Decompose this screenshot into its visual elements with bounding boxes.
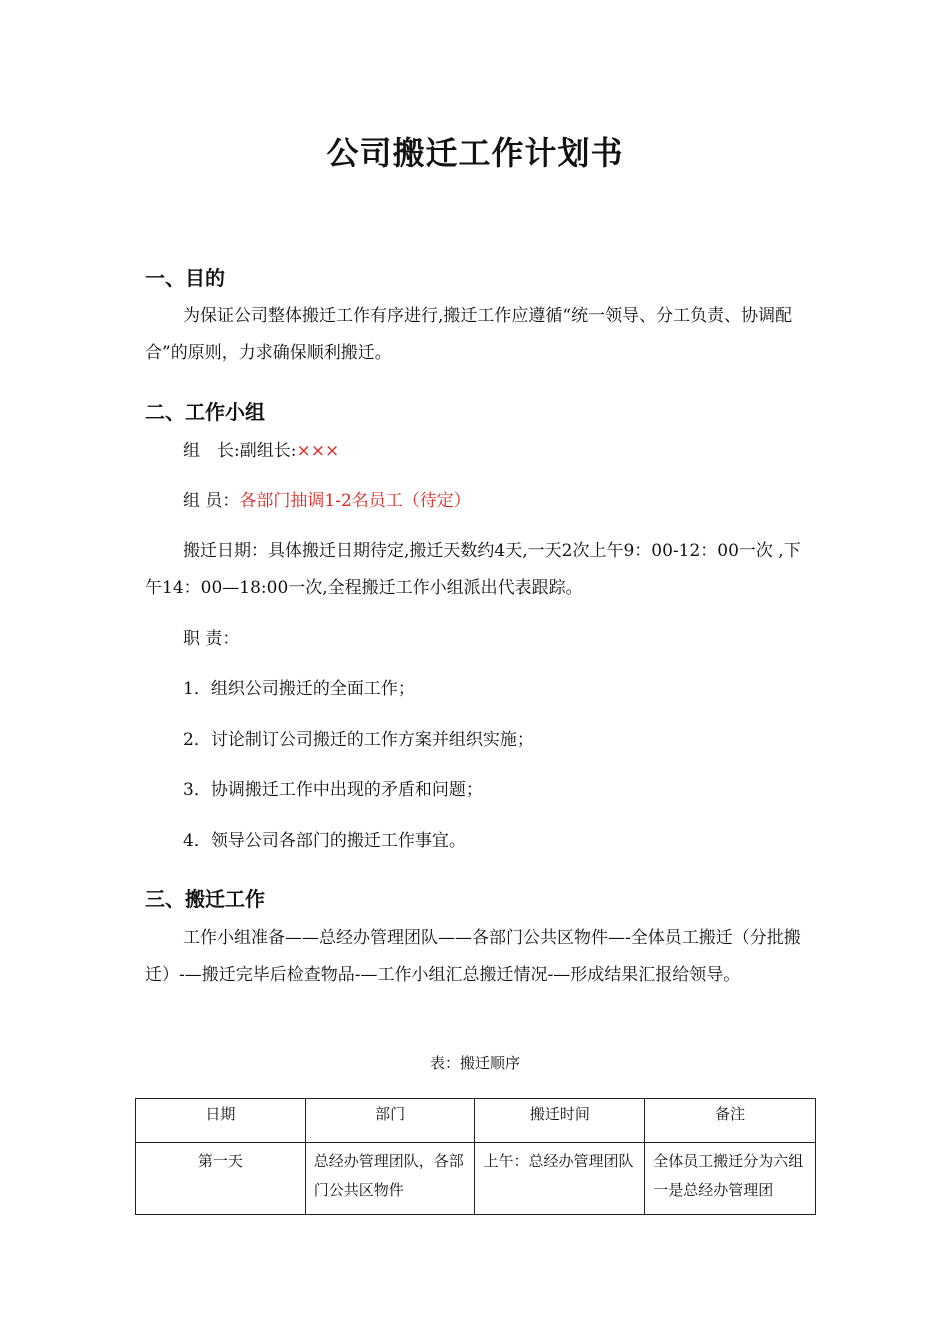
section-heading-purpose: 一、目的 [145, 266, 225, 290]
relocation-process-paragraph: 工作小组准备——总经办管理团队——各部门公共区物件—-全体员工搬迁（分批搬迁）-—搬迁完毕后检查物品-—工作小组汇总搬迁情况-—形成结果汇报给领导。 [145, 928, 801, 985]
table-header-cell: 部门 [305, 1099, 475, 1143]
table-cell: 总经办管理团队，各部门公共区物件 [305, 1143, 475, 1215]
duty-item: 2．讨论制订公司搬迁的工作方案并组织实施； [183, 730, 534, 750]
table-row [136, 1143, 816, 1215]
members-value: 各部门抽调1-2名员工（待定） [239, 491, 471, 511]
table-cell: 第一天 [136, 1143, 306, 1215]
purpose-paragraph: 为保证公司整体搬迁工作有序进行,搬迁工作应遵循“统一领导、分工负责、协调配合”的原则，力求确保顺利搬迁。 [145, 306, 793, 363]
table-cell: 全体员工搬迁分为六组一是总经办管理团 [645, 1143, 816, 1215]
duties-label: 职 责： [183, 629, 240, 649]
section-heading-work-group: 二、工作小组 [145, 400, 265, 424]
section-heading-relocation-work: 三、搬迁工作 [145, 887, 265, 911]
members-line [183, 489, 471, 513]
table-header-cell: 搬迁时间 [475, 1099, 645, 1143]
table-header-cell: 日期 [136, 1099, 306, 1143]
leader-line [183, 439, 339, 463]
table-caption: 表：搬迁顺序 [429, 1054, 520, 1072]
table-cell: 上午：总经办管理团队 [475, 1143, 645, 1215]
duty-item: 1．组织公司搬迁的全面工作； [183, 679, 415, 699]
relocation-date-paragraph: 搬迁日期：具体搬迁日期待定,搬迁天数约4天,一天2次上午9：00-12：00一次 ,下午14：00—18:00一次,全程搬迁工作小组派出代表跟踪。 [145, 541, 801, 598]
table-header-row [136, 1099, 816, 1143]
duty-item: 3．协调搬迁工作中出现的矛盾和问题； [183, 780, 483, 800]
table-header-cell: 备注 [645, 1099, 816, 1143]
leader-value: ××× [296, 441, 340, 461]
document-title: 公司搬迁工作计划书 [326, 134, 624, 172]
leader-label: 组 长:副组长: [183, 441, 297, 461]
duty-item: 4．领导公司各部门的搬迁工作事宜。 [183, 831, 466, 851]
relocation-order-table [135, 1098, 816, 1215]
members-label: 组 员： [183, 491, 240, 511]
